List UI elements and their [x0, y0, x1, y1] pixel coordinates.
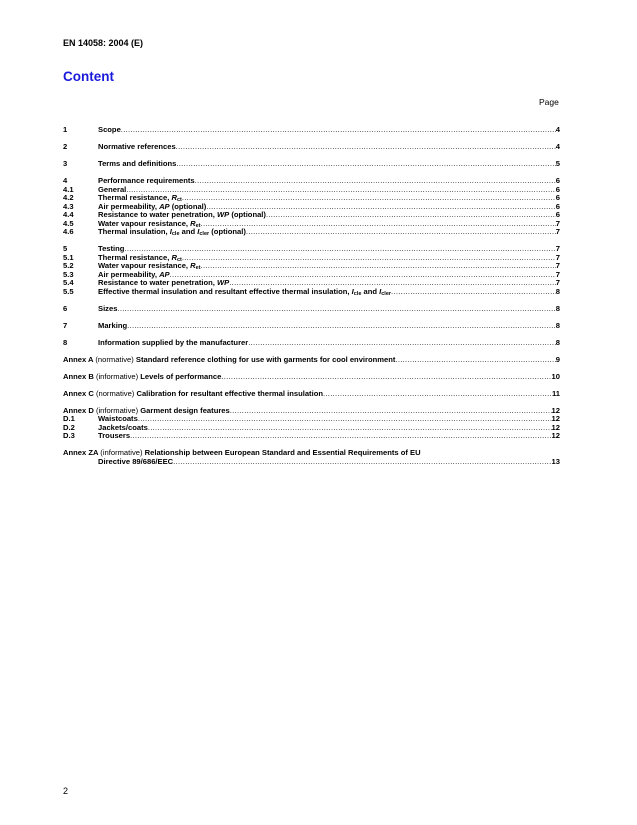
symbol-subscript: cle: [171, 231, 180, 237]
toc-entry[interactable]: [63, 305, 560, 314]
toc-entry[interactable]: [63, 432, 560, 441]
toc-entry-text: [98, 339, 560, 348]
toc-entry-title: Relationship between European Standard and Essential Requirements of EU: [144, 448, 421, 457]
dot-leader: [138, 415, 552, 424]
toc-entry-label: [98, 228, 246, 237]
toc-entry-number: 4.4: [63, 210, 74, 219]
toc-entry[interactable]: [63, 126, 560, 135]
toc-entry-number: 5.3: [63, 269, 74, 279]
toc-entry-number: 4.3: [63, 201, 74, 211]
toc-entry-number: 5.1: [63, 252, 74, 262]
symbol-subscript: cler: [199, 231, 210, 237]
toc-entry-page: 4: [555, 142, 560, 151]
toc-entry-number: 8: [63, 337, 68, 347]
toc-entry-text: [98, 322, 560, 331]
symbol-subscript: ct: [176, 197, 182, 203]
dot-leader: [323, 390, 552, 399]
toc-entry-title: Normative references: [98, 142, 176, 151]
symbol: WP: [217, 210, 230, 219]
toc-entry-page: 12: [551, 422, 560, 432]
toc-entry[interactable]: [63, 228, 560, 237]
toc-entry-title: Calibration for resultant effective thermal insulation: [136, 388, 323, 398]
toc-entry-title: Jackets/coats: [98, 422, 148, 432]
toc-entry-suffix: and: [179, 227, 198, 236]
toc-entry-number: 5: [63, 244, 68, 253]
toc-entry[interactable]: [63, 177, 560, 186]
symbol: I: [379, 286, 382, 296]
toc-entry-title: Testing: [98, 244, 125, 253]
toc-entry-label: [63, 356, 395, 365]
dot-leader: [121, 126, 556, 135]
toc-entry-title: Water vapour resistance,: [98, 261, 191, 270]
dot-leader: [130, 432, 551, 441]
toc-entry-page: 6: [555, 184, 560, 194]
dot-leader: [195, 177, 556, 186]
toc-entry-label: [98, 288, 391, 297]
toc-entry-page: 5: [555, 159, 560, 168]
page-number: 2: [63, 786, 69, 796]
toc-entry-title: Information supplied by the manufacturer: [98, 337, 249, 347]
toc-entry-title: Performance requirements: [98, 176, 195, 185]
toc-entry-number: 4: [63, 176, 68, 185]
toc-entry-page: 4: [555, 125, 560, 134]
symbol: R: [190, 218, 196, 228]
page-title: Content: [63, 69, 114, 84]
toc-entry-page: 7: [555, 227, 560, 236]
symbol: WP: [217, 278, 230, 287]
toc-entry-number: D.2: [63, 422, 75, 432]
toc-entry-page: 7: [555, 244, 560, 253]
toc-entry-title: Thermal resistance,: [98, 252, 172, 262]
toc-entry-text: [98, 228, 560, 237]
toc-entry-title: Levels of performance: [140, 371, 222, 381]
toc-entry-number: 5.2: [63, 261, 74, 270]
toc-entry-text: [98, 160, 560, 169]
dot-leader: [395, 356, 555, 365]
dot-leader: [176, 160, 555, 169]
document-id: EN 14058: 2004 (E): [63, 38, 144, 48]
toc-entry[interactable]: [63, 373, 560, 382]
toc-entry-number: 3: [63, 159, 68, 168]
toc-entry-number: 2: [63, 142, 68, 151]
toc-entry-suffix: (optional): [169, 201, 207, 211]
toc-entry-title: Sizes: [98, 303, 118, 313]
symbol-subscript: et: [195, 222, 201, 229]
toc-entry[interactable]: [63, 322, 560, 331]
symbol: I: [197, 227, 200, 236]
toc-entry-number: 5.4: [63, 278, 74, 287]
toc-entry-number: 4.5: [63, 218, 74, 228]
dot-leader: [126, 186, 555, 195]
toc-entry-number: D.1: [63, 414, 75, 423]
toc-entry-number: 6: [63, 303, 68, 313]
toc-entry-page: 6: [555, 176, 560, 185]
dot-leader: [176, 143, 556, 152]
symbol: I: [169, 227, 172, 236]
dot-leader: [221, 373, 551, 382]
toc-entry[interactable]: [63, 160, 560, 169]
toc-entry[interactable]: [63, 143, 560, 152]
toc-entry-title: Effective thermal insulation and resultant effective thermal insulation,: [98, 286, 352, 296]
toc-entry[interactable]: [63, 356, 560, 365]
annex-kind: (informative): [95, 405, 139, 415]
toc-entry-number: 4.6: [63, 227, 74, 236]
toc-entry-page: 6: [555, 201, 560, 211]
toc-entry-number: 7: [63, 320, 68, 330]
toc-entry[interactable]: [63, 424, 560, 433]
toc-spacer: [63, 237, 560, 246]
dot-leader: [124, 245, 555, 254]
toc-entry-title: Trousers: [98, 431, 131, 440]
toc-entry-page: 7: [555, 218, 560, 228]
toc-entry-text: [63, 373, 560, 382]
toc-entry-label: [63, 373, 221, 382]
dot-leader: [182, 254, 556, 263]
toc-entry-text: [98, 177, 560, 186]
toc-entry-label: [98, 305, 117, 314]
toc-entry-page: 6: [555, 210, 560, 219]
toc-entry-text: [98, 424, 560, 433]
toc-entry-page: 8: [555, 320, 560, 330]
toc-entry-text: [63, 356, 560, 365]
toc-entry-page: 7: [555, 269, 560, 279]
toc-entry-title: Terms and definitions: [98, 159, 177, 168]
toc-entry[interactable]: [63, 339, 560, 348]
annex-kind: (informative): [95, 371, 139, 381]
toc-entry-suffix: (optional): [229, 210, 266, 219]
toc-entry-number: 1: [63, 125, 68, 134]
dot-leader: [201, 262, 556, 271]
toc-entry-page: 12: [551, 431, 560, 440]
toc-spacer: [63, 313, 560, 322]
toc-entry-page: 8: [555, 337, 560, 347]
toc-entry-page: 12: [551, 414, 560, 423]
symbol: R: [190, 261, 196, 270]
toc-entry-label: [98, 160, 176, 169]
toc-entry-number: 4.2: [63, 193, 74, 202]
toc-entry-page: 6: [555, 193, 560, 202]
toc-entry-number: 4.1: [63, 184, 74, 194]
dot-leader: [117, 305, 555, 314]
toc-entry[interactable]: [63, 390, 560, 399]
toc-entry-page: 7: [555, 261, 560, 270]
toc-entry-label: [98, 458, 173, 467]
toc-entry-label: [98, 322, 127, 331]
dot-leader: [148, 424, 552, 433]
toc-entry-page: 12: [551, 405, 560, 415]
toc-entry-title: Resistance to water penetration,: [98, 278, 218, 287]
symbol: I: [351, 286, 354, 296]
toc-entry-suffix: and: [361, 286, 380, 296]
page-column-label: Page: [539, 97, 559, 107]
dot-leader: [391, 288, 556, 297]
symbol: AP: [159, 269, 170, 279]
annex-kind: (informative): [100, 448, 143, 457]
dot-leader: [182, 194, 556, 203]
toc-entry-label: [63, 407, 230, 416]
toc-entry-number: 5.5: [63, 286, 74, 296]
dot-leader: [230, 407, 552, 416]
toc-entry-title: Standard reference clothing for use with garments for cool environment: [135, 354, 396, 364]
toc-entry-page: 10: [551, 371, 560, 381]
toc-entry-page: 9: [555, 354, 560, 364]
toc-entry-title: Air permeability,: [98, 201, 160, 211]
toc-entry-text: [98, 432, 560, 441]
toc-entry-title: Directive 89/686/EEC: [98, 456, 174, 466]
toc-entry-label: [98, 432, 130, 441]
toc-spacer: [63, 296, 560, 305]
toc-entry-title: Scope: [98, 125, 121, 134]
symbol-subscript: cle: [353, 290, 362, 297]
toc-entry-title: Thermal insulation,: [98, 227, 170, 236]
annex-id: Annex D: [63, 405, 94, 415]
symbol: R: [171, 193, 177, 202]
toc-entry-text: [98, 305, 560, 314]
toc-entry-text: [98, 143, 560, 152]
dot-leader: [266, 211, 556, 220]
toc-entry-title: Garment design features: [140, 405, 230, 415]
toc-entry-page: 7: [555, 278, 560, 287]
toc-entry-number: D.3: [63, 431, 75, 440]
toc-entry-title: General: [98, 184, 127, 194]
symbol-subscript: cler: [381, 290, 392, 297]
toc-entry-label: [98, 143, 176, 152]
symbol: AP: [159, 201, 170, 211]
toc-entry-page: 7: [555, 252, 560, 262]
toc-entry-page: 13: [551, 456, 560, 466]
toc-entry-label: [98, 339, 248, 348]
symbol-subscript: ct: [176, 256, 182, 263]
annex-kind: (normative): [95, 354, 134, 364]
symbol: R: [171, 252, 177, 262]
toc-entry-page: 8: [555, 286, 560, 296]
annex-id: Annex B: [63, 371, 94, 381]
dot-leader: [248, 339, 556, 348]
toc-entry[interactable]: [63, 458, 560, 467]
toc-entry-text: [63, 390, 560, 399]
toc-entry-title: Water vapour resistance,: [98, 218, 191, 228]
toc-entry-text: [98, 288, 560, 297]
dot-leader: [246, 228, 556, 237]
toc-entry-title: Resistance to water penetration,: [98, 210, 218, 219]
dot-leader: [201, 220, 556, 229]
symbol-subscript: et: [195, 265, 201, 271]
table-of-contents: [63, 126, 560, 466]
dot-leader: [127, 322, 556, 331]
toc-entry-text: [98, 415, 560, 424]
toc-entry-text: [98, 458, 560, 467]
toc-entry[interactable]: [63, 288, 560, 297]
toc-entry-page: 8: [555, 303, 560, 313]
annex-id: Annex A: [63, 354, 94, 364]
toc-entry-title: Thermal resistance,: [98, 193, 172, 202]
annex-id: Annex C: [63, 388, 94, 398]
toc-entry-label: [63, 390, 323, 399]
toc-entry-title: Marking: [98, 320, 128, 330]
toc-entry-title: Air permeability,: [98, 269, 160, 279]
toc-entry-suffix: (optional): [209, 227, 246, 236]
annex-id: Annex ZA: [63, 448, 99, 457]
toc-entry-label: [98, 126, 121, 135]
toc-entry-text: [98, 126, 560, 135]
toc-entry-page: 11: [551, 388, 560, 398]
annex-kind: (normative): [95, 388, 135, 398]
toc-entry-title: Waistcoats: [98, 414, 138, 423]
dot-leader: [173, 458, 551, 467]
